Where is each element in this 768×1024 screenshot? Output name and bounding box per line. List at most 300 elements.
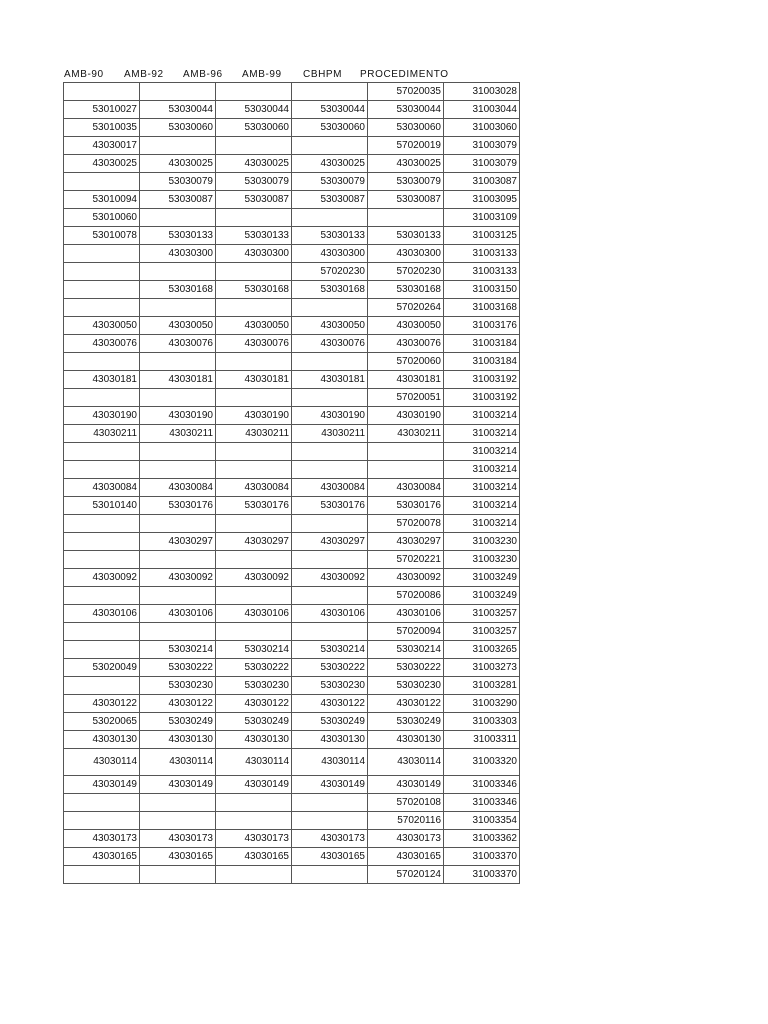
cell-procedimento: 31003362 — [444, 830, 520, 848]
cell-procedimento: 31003265 — [444, 641, 520, 659]
cell-amb-99: 53030249 — [292, 713, 368, 731]
cell-cbhpm: 57020264 — [368, 299, 444, 317]
cell-amb-99 — [292, 137, 368, 155]
cell-amb-99 — [292, 866, 368, 884]
cell-amb-96: 43030084 — [216, 479, 292, 497]
cell-procedimento: 31003168 — [444, 299, 520, 317]
cell-amb-90: 43030106 — [64, 605, 140, 623]
cell-procedimento: 31003079 — [444, 155, 520, 173]
cell-amb-92: 43030106 — [140, 605, 216, 623]
cell-cbhpm: 43030050 — [368, 317, 444, 335]
table-row — [64, 776, 520, 794]
cell-amb-92: 43030149 — [140, 776, 216, 794]
column-header-amb-90: AMB-90 — [64, 69, 104, 80]
cell-amb-92 — [140, 263, 216, 281]
cell-cbhpm: 53030044 — [368, 101, 444, 119]
cell-amb-92: 43030173 — [140, 830, 216, 848]
cell-amb-99: 43030211 — [292, 425, 368, 443]
cell-cbhpm: 43030297 — [368, 533, 444, 551]
cell-amb-90: 43030165 — [64, 848, 140, 866]
cell-cbhpm: 57020221 — [368, 551, 444, 569]
cell-amb-92: 43030050 — [140, 317, 216, 335]
cell-amb-96: 43030165 — [216, 848, 292, 866]
cell-amb-99: 43030173 — [292, 830, 368, 848]
cell-amb-96 — [216, 623, 292, 641]
cell-procedimento: 31003184 — [444, 335, 520, 353]
cell-amb-99: 43030165 — [292, 848, 368, 866]
table-row — [64, 830, 520, 848]
cell-amb-90: 43030173 — [64, 830, 140, 848]
cell-amb-96: 53030168 — [216, 281, 292, 299]
cell-amb-92: 43030165 — [140, 848, 216, 866]
cell-amb-99: 53030230 — [292, 677, 368, 695]
cell-amb-96: 43030297 — [216, 533, 292, 551]
cell-amb-92: 43030092 — [140, 569, 216, 587]
cell-procedimento: 31003133 — [444, 263, 520, 281]
column-header-cbhpm: CBHPM — [303, 69, 343, 80]
cell-cbhpm: 43030181 — [368, 371, 444, 389]
cell-procedimento: 31003311 — [444, 731, 520, 749]
table-row — [64, 731, 520, 749]
cell-amb-99 — [292, 623, 368, 641]
cell-procedimento: 31003214 — [444, 461, 520, 479]
column-header-amb-96: AMB-96 — [183, 69, 223, 80]
cell-procedimento: 31003370 — [444, 848, 520, 866]
cell-cbhpm: 57020078 — [368, 515, 444, 533]
cell-procedimento: 31003230 — [444, 533, 520, 551]
table-row — [64, 515, 520, 533]
cell-procedimento: 31003125 — [444, 227, 520, 245]
cell-amb-90: 53010094 — [64, 191, 140, 209]
table-row — [64, 137, 520, 155]
table-row — [64, 623, 520, 641]
cell-cbhpm: 53030214 — [368, 641, 444, 659]
cell-amb-92: 53030079 — [140, 173, 216, 191]
cell-cbhpm: 57020060 — [368, 353, 444, 371]
cell-amb-92 — [140, 353, 216, 371]
cell-amb-99 — [292, 353, 368, 371]
cell-amb-96: 43030025 — [216, 155, 292, 173]
cell-amb-96: 43030106 — [216, 605, 292, 623]
cell-procedimento: 31003150 — [444, 281, 520, 299]
table-row — [64, 641, 520, 659]
cell-cbhpm: 53030079 — [368, 173, 444, 191]
cell-procedimento: 31003257 — [444, 623, 520, 641]
cell-amb-99: 53030168 — [292, 281, 368, 299]
cell-cbhpm: 43030173 — [368, 830, 444, 848]
table-row — [64, 155, 520, 173]
cell-amb-99 — [292, 389, 368, 407]
cell-amb-92: 43030181 — [140, 371, 216, 389]
cell-amb-92 — [140, 83, 216, 101]
cell-cbhpm: 43030300 — [368, 245, 444, 263]
cell-amb-99: 53030087 — [292, 191, 368, 209]
cell-amb-92 — [140, 299, 216, 317]
cell-amb-99: 43030122 — [292, 695, 368, 713]
cell-procedimento: 31003060 — [444, 119, 520, 137]
cell-cbhpm: 43030149 — [368, 776, 444, 794]
cell-amb-99: 43030190 — [292, 407, 368, 425]
cell-cbhpm: 57020108 — [368, 794, 444, 812]
table-row — [64, 848, 520, 866]
cell-amb-99 — [292, 461, 368, 479]
cell-amb-92: 43030084 — [140, 479, 216, 497]
table-row — [64, 587, 520, 605]
cell-amb-99: 43030092 — [292, 569, 368, 587]
cell-amb-99: 43030084 — [292, 479, 368, 497]
cell-amb-90: 43030025 — [64, 155, 140, 173]
cell-amb-99 — [292, 515, 368, 533]
cell-cbhpm: 53030230 — [368, 677, 444, 695]
cell-procedimento: 31003281 — [444, 677, 520, 695]
cell-amb-99 — [292, 812, 368, 830]
cell-procedimento: 31003192 — [444, 389, 520, 407]
table-row — [64, 317, 520, 335]
cell-amb-90: 43030122 — [64, 695, 140, 713]
cell-cbhpm: 57020086 — [368, 587, 444, 605]
cell-procedimento: 31003370 — [444, 866, 520, 884]
cell-amb-90: 43030211 — [64, 425, 140, 443]
cell-amb-99: 57020230 — [292, 263, 368, 281]
cell-procedimento: 31003230 — [444, 551, 520, 569]
cell-procedimento: 31003214 — [444, 443, 520, 461]
cell-amb-92: 43030025 — [140, 155, 216, 173]
cell-amb-92: 53030133 — [140, 227, 216, 245]
cell-amb-90 — [64, 263, 140, 281]
cell-procedimento: 31003079 — [444, 137, 520, 155]
table-row — [64, 866, 520, 884]
cell-amb-92: 43030190 — [140, 407, 216, 425]
cell-cbhpm: 57020035 — [368, 83, 444, 101]
cell-amb-96 — [216, 353, 292, 371]
cell-amb-96: 53030079 — [216, 173, 292, 191]
cell-amb-96 — [216, 794, 292, 812]
cell-amb-90 — [64, 794, 140, 812]
cell-cbhpm: 53030087 — [368, 191, 444, 209]
cell-amb-96: 53030133 — [216, 227, 292, 245]
cell-amb-90: 53010035 — [64, 119, 140, 137]
cell-amb-92 — [140, 551, 216, 569]
table-row — [64, 371, 520, 389]
cell-amb-99 — [292, 443, 368, 461]
cell-amb-96 — [216, 83, 292, 101]
cell-amb-99 — [292, 587, 368, 605]
table-row — [64, 569, 520, 587]
cell-amb-96: 43030114 — [216, 749, 292, 776]
cell-amb-92 — [140, 794, 216, 812]
cell-cbhpm: 53030249 — [368, 713, 444, 731]
cell-amb-96 — [216, 812, 292, 830]
cell-amb-92: 53030214 — [140, 641, 216, 659]
cell-amb-92 — [140, 137, 216, 155]
cell-amb-90 — [64, 443, 140, 461]
table-row — [64, 281, 520, 299]
cell-amb-92: 43030076 — [140, 335, 216, 353]
cell-procedimento: 31003346 — [444, 776, 520, 794]
cell-amb-92: 43030114 — [140, 749, 216, 776]
table-row — [64, 605, 520, 623]
cell-amb-90: 43030181 — [64, 371, 140, 389]
cell-amb-96 — [216, 299, 292, 317]
table-row — [64, 245, 520, 263]
cell-cbhpm: 53030168 — [368, 281, 444, 299]
cell-amb-96: 43030076 — [216, 335, 292, 353]
cell-procedimento: 31003354 — [444, 812, 520, 830]
cell-cbhpm: 57020051 — [368, 389, 444, 407]
cell-amb-90 — [64, 389, 140, 407]
table-row — [64, 533, 520, 551]
cell-amb-92: 53030060 — [140, 119, 216, 137]
table-row — [64, 101, 520, 119]
cell-cbhpm: 53030133 — [368, 227, 444, 245]
cell-amb-92: 53030168 — [140, 281, 216, 299]
table-row — [64, 353, 520, 371]
cell-cbhpm: 43030122 — [368, 695, 444, 713]
cell-cbhpm: 43030106 — [368, 605, 444, 623]
cell-amb-92 — [140, 209, 216, 227]
cell-procedimento: 31003303 — [444, 713, 520, 731]
cell-cbhpm — [368, 443, 444, 461]
table-row — [64, 191, 520, 209]
cell-cbhpm: 43030190 — [368, 407, 444, 425]
table-row — [64, 749, 520, 776]
cell-amb-96 — [216, 461, 292, 479]
cell-amb-92 — [140, 461, 216, 479]
code-table — [63, 82, 520, 884]
cell-amb-92 — [140, 443, 216, 461]
cell-amb-90 — [64, 551, 140, 569]
table-row — [64, 227, 520, 245]
cell-amb-99: 43030025 — [292, 155, 368, 173]
table-row — [64, 677, 520, 695]
cell-cbhpm: 57020116 — [368, 812, 444, 830]
cell-amb-99: 43030076 — [292, 335, 368, 353]
table-row — [64, 479, 520, 497]
cell-amb-96: 43030300 — [216, 245, 292, 263]
cell-amb-96: 43030173 — [216, 830, 292, 848]
cell-amb-90 — [64, 461, 140, 479]
cell-amb-96: 53030222 — [216, 659, 292, 677]
cell-procedimento: 31003249 — [444, 569, 520, 587]
cell-amb-92 — [140, 623, 216, 641]
cell-cbhpm: 43030211 — [368, 425, 444, 443]
cell-amb-99: 43030149 — [292, 776, 368, 794]
cell-procedimento: 31003087 — [444, 173, 520, 191]
cell-procedimento: 31003044 — [444, 101, 520, 119]
cell-amb-99: 53030176 — [292, 497, 368, 515]
cell-amb-96 — [216, 389, 292, 407]
cell-amb-96: 53030230 — [216, 677, 292, 695]
cell-amb-99: 43030300 — [292, 245, 368, 263]
cell-cbhpm: 43030025 — [368, 155, 444, 173]
cell-amb-96 — [216, 551, 292, 569]
cell-amb-90 — [64, 641, 140, 659]
cell-amb-96: 53030249 — [216, 713, 292, 731]
cell-amb-90: 43030050 — [64, 317, 140, 335]
cell-procedimento: 31003109 — [444, 209, 520, 227]
table-row — [64, 407, 520, 425]
cell-cbhpm: 43030076 — [368, 335, 444, 353]
cell-amb-99: 43030114 — [292, 749, 368, 776]
cell-amb-90 — [64, 281, 140, 299]
cell-amb-99: 53030214 — [292, 641, 368, 659]
cell-amb-99: 53030133 — [292, 227, 368, 245]
table-row — [64, 551, 520, 569]
cell-amb-96 — [216, 443, 292, 461]
cell-amb-96: 53030060 — [216, 119, 292, 137]
cell-amb-96: 43030190 — [216, 407, 292, 425]
cell-amb-96: 43030092 — [216, 569, 292, 587]
cell-amb-90 — [64, 173, 140, 191]
cell-cbhpm: 53030176 — [368, 497, 444, 515]
cell-amb-96: 43030181 — [216, 371, 292, 389]
cell-cbhpm — [368, 209, 444, 227]
cell-procedimento: 31003184 — [444, 353, 520, 371]
cell-amb-90: 43030149 — [64, 776, 140, 794]
cell-amb-92 — [140, 866, 216, 884]
cell-amb-92: 53030044 — [140, 101, 216, 119]
cell-amb-96: 53030044 — [216, 101, 292, 119]
table-row — [64, 335, 520, 353]
cell-amb-90: 53010078 — [64, 227, 140, 245]
cell-procedimento: 31003214 — [444, 479, 520, 497]
cell-cbhpm: 43030084 — [368, 479, 444, 497]
column-header-amb-99: AMB-99 — [242, 69, 282, 80]
cell-procedimento: 31003273 — [444, 659, 520, 677]
table-row — [64, 173, 520, 191]
cell-amb-90: 43030114 — [64, 749, 140, 776]
cell-cbhpm: 53030060 — [368, 119, 444, 137]
cell-cbhpm: 57020019 — [368, 137, 444, 155]
cell-amb-92: 53030222 — [140, 659, 216, 677]
cell-amb-92: 53030249 — [140, 713, 216, 731]
table-row — [64, 497, 520, 515]
table-row — [64, 83, 520, 101]
cell-amb-90: 43030130 — [64, 731, 140, 749]
cell-procedimento: 31003095 — [444, 191, 520, 209]
cell-procedimento: 31003346 — [444, 794, 520, 812]
cell-amb-96: 43030149 — [216, 776, 292, 794]
cell-amb-90: 43030017 — [64, 137, 140, 155]
cell-amb-99: 53030079 — [292, 173, 368, 191]
cell-amb-90 — [64, 587, 140, 605]
cell-amb-90: 53010060 — [64, 209, 140, 227]
cell-amb-90 — [64, 533, 140, 551]
cell-cbhpm — [368, 461, 444, 479]
cell-amb-92: 53030176 — [140, 497, 216, 515]
cell-amb-90 — [64, 623, 140, 641]
column-header-amb-92: AMB-92 — [124, 69, 164, 80]
cell-amb-90: 53020065 — [64, 713, 140, 731]
cell-amb-96: 43030122 — [216, 695, 292, 713]
table-row — [64, 794, 520, 812]
cell-amb-99 — [292, 299, 368, 317]
cell-amb-96: 53030214 — [216, 641, 292, 659]
cell-amb-99: 53030060 — [292, 119, 368, 137]
cell-amb-92: 43030130 — [140, 731, 216, 749]
cell-amb-96 — [216, 263, 292, 281]
cell-procedimento: 31003176 — [444, 317, 520, 335]
cell-procedimento: 31003249 — [444, 587, 520, 605]
table-row — [64, 461, 520, 479]
cell-procedimento: 31003133 — [444, 245, 520, 263]
cell-amb-99 — [292, 551, 368, 569]
cell-amb-90: 53010027 — [64, 101, 140, 119]
cell-procedimento: 31003320 — [444, 749, 520, 776]
table-row — [64, 443, 520, 461]
cell-amb-90 — [64, 245, 140, 263]
table-row — [64, 119, 520, 137]
cell-amb-92: 43030300 — [140, 245, 216, 263]
cell-amb-90 — [64, 83, 140, 101]
table-row — [64, 209, 520, 227]
cell-amb-99: 43030130 — [292, 731, 368, 749]
cell-amb-90: 53020049 — [64, 659, 140, 677]
cell-amb-99: 43030106 — [292, 605, 368, 623]
code-table-body — [64, 83, 520, 884]
cell-amb-99: 43030050 — [292, 317, 368, 335]
cell-amb-96 — [216, 587, 292, 605]
cell-cbhpm: 57020124 — [368, 866, 444, 884]
cell-amb-92: 43030211 — [140, 425, 216, 443]
cell-amb-96: 53030176 — [216, 497, 292, 515]
cell-amb-96 — [216, 209, 292, 227]
cell-amb-90 — [64, 299, 140, 317]
cell-amb-92 — [140, 587, 216, 605]
cell-amb-90 — [64, 515, 140, 533]
cell-amb-90: 43030076 — [64, 335, 140, 353]
cell-amb-96: 43030211 — [216, 425, 292, 443]
table-row — [64, 425, 520, 443]
cell-cbhpm: 57020230 — [368, 263, 444, 281]
cell-cbhpm: 43030165 — [368, 848, 444, 866]
cell-procedimento: 31003214 — [444, 407, 520, 425]
column-header-procedimento: PROCEDIMENTO — [360, 69, 449, 80]
cell-cbhpm: 53030222 — [368, 659, 444, 677]
table-row — [64, 263, 520, 281]
cell-amb-90 — [64, 866, 140, 884]
cell-cbhpm: 43030092 — [368, 569, 444, 587]
cell-amb-99: 53030044 — [292, 101, 368, 119]
cell-procedimento: 31003290 — [444, 695, 520, 713]
cell-amb-96 — [216, 137, 292, 155]
cell-amb-99 — [292, 83, 368, 101]
table-row — [64, 695, 520, 713]
cell-amb-99 — [292, 209, 368, 227]
cell-amb-99: 43030181 — [292, 371, 368, 389]
cell-procedimento: 31003192 — [444, 371, 520, 389]
cell-cbhpm: 43030130 — [368, 731, 444, 749]
cell-amb-92: 43030122 — [140, 695, 216, 713]
code-table-sheet — [63, 68, 517, 884]
cell-amb-90: 43030092 — [64, 569, 140, 587]
table-row — [64, 659, 520, 677]
cell-amb-92: 53030230 — [140, 677, 216, 695]
cell-amb-92 — [140, 515, 216, 533]
cell-procedimento: 31003028 — [444, 83, 520, 101]
table-row — [64, 299, 520, 317]
cell-amb-96: 43030050 — [216, 317, 292, 335]
cell-procedimento: 31003214 — [444, 497, 520, 515]
cell-procedimento: 31003214 — [444, 425, 520, 443]
cell-amb-96 — [216, 866, 292, 884]
table-row — [64, 713, 520, 731]
cell-amb-90 — [64, 353, 140, 371]
cell-amb-92: 53030087 — [140, 191, 216, 209]
cell-amb-99 — [292, 794, 368, 812]
table-row — [64, 812, 520, 830]
cell-cbhpm: 43030114 — [368, 749, 444, 776]
